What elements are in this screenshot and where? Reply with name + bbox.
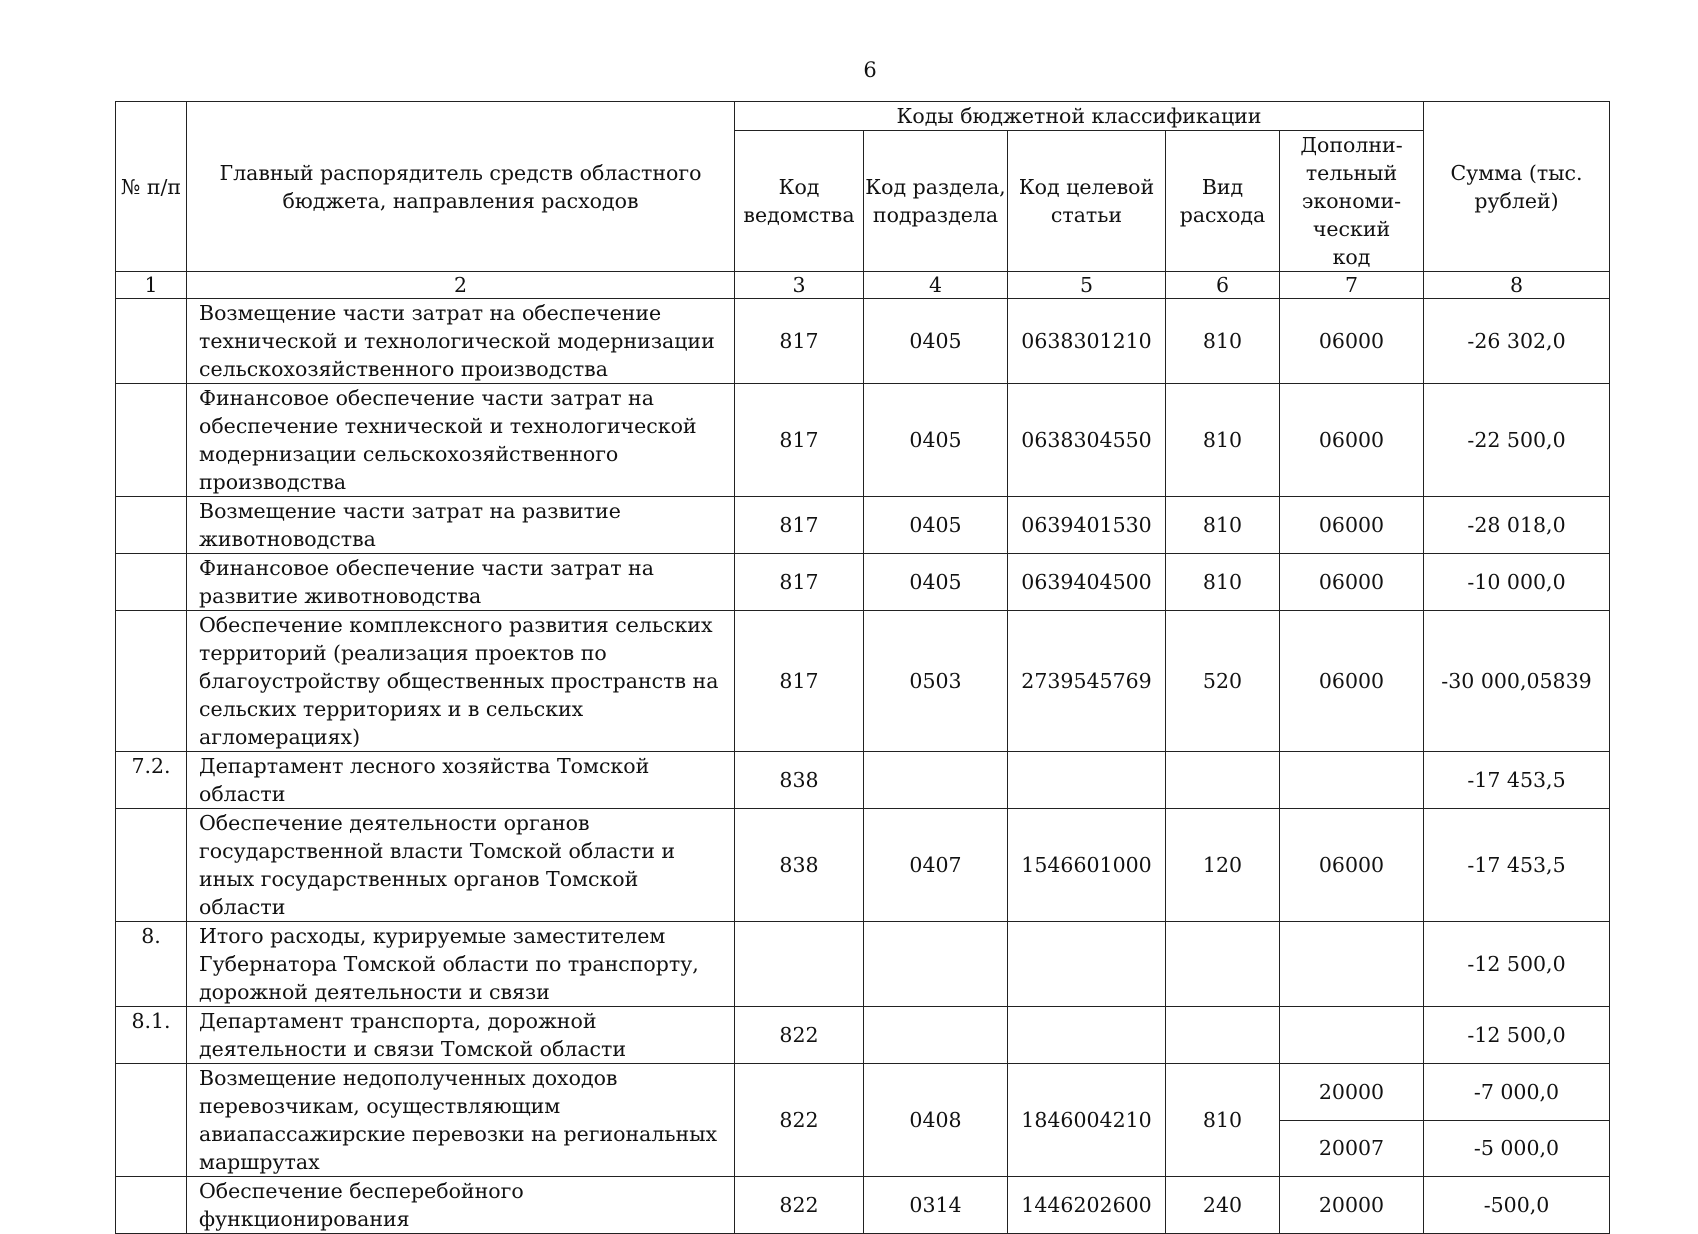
row-target-code — [1008, 752, 1166, 809]
row-sum: -22 500,0 — [1424, 384, 1610, 497]
row-no: 8.1. — [116, 1007, 187, 1064]
row-target-code: 1546601000 — [1008, 809, 1166, 922]
row-section-code: 0405 — [864, 299, 1008, 384]
row-name: Возмещение части затрат на обеспечение технической и технологической модернизации сельскохозяйственного производства — [187, 299, 735, 384]
row-expense-type — [1166, 752, 1280, 809]
row-sum: -12 500,0 — [1424, 1007, 1610, 1064]
row-section-code: 0407 — [864, 809, 1008, 922]
row-name: Возмещение части затрат на развитие животноводства — [187, 497, 735, 554]
row-name: Финансовое обеспечение части затрат на обеспечение технической и технологической модернизации сельскохозяйственного производства — [187, 384, 735, 497]
header-expense-type: Вид расхода — [1166, 131, 1280, 272]
row-dept-code: 838 — [735, 809, 864, 922]
row-name: Обеспечение бесперебойного функционирования — [187, 1177, 735, 1234]
row-no — [116, 554, 187, 611]
row-sum: -28 018,0 — [1424, 497, 1610, 554]
column-number-row — [116, 272, 1610, 299]
row-target-code — [1008, 922, 1166, 1007]
row-sum: -17 453,5 — [1424, 809, 1610, 922]
table-row — [116, 299, 1610, 384]
page-number: 6 — [863, 58, 877, 82]
table-row — [116, 1177, 1610, 1234]
header-name: Главный распорядитель средств областного бюджета, направления расходов — [187, 102, 735, 272]
row-no — [116, 1177, 187, 1234]
row-dept-code: 822 — [735, 1177, 864, 1234]
column-number: 1 — [116, 272, 187, 299]
column-number: 5 — [1008, 272, 1166, 299]
row-no — [116, 611, 187, 752]
row-no: 8. — [116, 922, 187, 1007]
row-sum: -26 302,0 — [1424, 299, 1610, 384]
row-dept-code: 838 — [735, 752, 864, 809]
row-name: Финансовое обеспечение части затрат на развитие животноводства — [187, 554, 735, 611]
row-extra-code: 20000 — [1280, 1064, 1424, 1121]
row-sum: -30 000,05839 — [1424, 611, 1610, 752]
row-extra-code: 20007 — [1280, 1120, 1424, 1177]
table-row — [116, 809, 1610, 922]
row-section-code — [864, 1007, 1008, 1064]
column-number: 7 — [1280, 272, 1424, 299]
row-section-code: 0314 — [864, 1177, 1008, 1234]
row-no — [116, 299, 187, 384]
row-target-code: 0639401530 — [1008, 497, 1166, 554]
row-expense-type: 810 — [1166, 384, 1280, 497]
column-number: 3 — [735, 272, 864, 299]
budget-table — [115, 101, 1610, 1234]
header-sum: Сумма (тыс. рублей) — [1424, 102, 1610, 272]
row-no — [116, 1064, 187, 1177]
table-row — [116, 1064, 1610, 1121]
row-no — [116, 809, 187, 922]
row-extra-code: 06000 — [1280, 497, 1424, 554]
row-dept-code — [735, 922, 864, 1007]
row-name: Обеспечение комплексного развития сельских территорий (реализация проектов по благоустройству общественных пространств на сельских территориях и в сельских агломерациях) — [187, 611, 735, 752]
table-row — [116, 1007, 1610, 1064]
row-target-code: 1846004210 — [1008, 1064, 1166, 1177]
row-target-code: 2739545769 — [1008, 611, 1166, 752]
row-sum: -5 000,0 — [1424, 1120, 1610, 1177]
column-number: 6 — [1166, 272, 1280, 299]
row-expense-type — [1166, 922, 1280, 1007]
row-expense-type: 810 — [1166, 299, 1280, 384]
header-extra-code: Дополни-тельный экономи-ческий код — [1280, 131, 1424, 272]
table-row — [116, 384, 1610, 497]
row-dept-code: 822 — [735, 1064, 864, 1177]
table-row — [116, 922, 1610, 1007]
row-extra-code: 06000 — [1280, 299, 1424, 384]
row-extra-code: 20000 — [1280, 1177, 1424, 1234]
row-extra-code — [1280, 1007, 1424, 1064]
row-name: Итого расходы, курируемые заместителем Губернатора Томской области по транспорту, дорожной деятельности и связи — [187, 922, 735, 1007]
column-number: 4 — [864, 272, 1008, 299]
row-name: Департамент лесного хозяйства Томской области — [187, 752, 735, 809]
row-expense-type: 810 — [1166, 554, 1280, 611]
table-row — [116, 497, 1610, 554]
row-name: Департамент транспорта, дорожной деятельности и связи Томской области — [187, 1007, 735, 1064]
row-section-code: 0405 — [864, 384, 1008, 497]
row-extra-code: 06000 — [1280, 809, 1424, 922]
row-section-code: 0503 — [864, 611, 1008, 752]
row-target-code — [1008, 1007, 1166, 1064]
table-row — [116, 554, 1610, 611]
row-sum: -10 000,0 — [1424, 554, 1610, 611]
table-row — [116, 611, 1610, 752]
row-name: Возмещение недополученных доходов перевозчикам, осуществляющим авиапассажирские перевозки на региональных маршрутах — [187, 1064, 735, 1177]
row-extra-code — [1280, 752, 1424, 809]
row-extra-code — [1280, 922, 1424, 1007]
row-sum: -500,0 — [1424, 1177, 1610, 1234]
header-section-code: Код раздела, подраздела — [864, 131, 1008, 272]
row-no — [116, 384, 187, 497]
column-number: 8 — [1424, 272, 1610, 299]
row-target-code: 0638301210 — [1008, 299, 1166, 384]
row-dept-code: 817 — [735, 299, 864, 384]
row-sum: -17 453,5 — [1424, 752, 1610, 809]
row-no: 7.2. — [116, 752, 187, 809]
row-expense-type — [1166, 1007, 1280, 1064]
row-target-code: 1446202600 — [1008, 1177, 1166, 1234]
row-target-code: 0638304550 — [1008, 384, 1166, 497]
row-sum: -12 500,0 — [1424, 922, 1610, 1007]
row-extra-code: 06000 — [1280, 554, 1424, 611]
row-section-code — [864, 752, 1008, 809]
header-dept-code: Код ведомства — [735, 131, 864, 272]
row-section-code — [864, 922, 1008, 1007]
row-no — [116, 497, 187, 554]
row-dept-code: 822 — [735, 1007, 864, 1064]
row-expense-type: 810 — [1166, 1064, 1280, 1177]
row-expense-type: 240 — [1166, 1177, 1280, 1234]
row-section-code: 0405 — [864, 554, 1008, 611]
row-section-code: 0405 — [864, 497, 1008, 554]
row-sum: -7 000,0 — [1424, 1064, 1610, 1121]
row-name: Обеспечение деятельности органов государственной власти Томской области и иных государственных органов Томской области — [187, 809, 735, 922]
header-no: № п/п — [116, 102, 187, 272]
row-dept-code: 817 — [735, 611, 864, 752]
header-codes-group: Коды бюджетной классификации — [735, 102, 1424, 131]
row-dept-code: 817 — [735, 497, 864, 554]
row-extra-code: 06000 — [1280, 384, 1424, 497]
row-extra-code: 06000 — [1280, 611, 1424, 752]
row-dept-code: 817 — [735, 554, 864, 611]
row-expense-type: 120 — [1166, 809, 1280, 922]
header-target-code: Код целевой статьи — [1008, 131, 1166, 272]
column-number: 2 — [187, 272, 735, 299]
row-expense-type: 810 — [1166, 497, 1280, 554]
row-target-code: 0639404500 — [1008, 554, 1166, 611]
table-row — [116, 752, 1610, 809]
row-section-code: 0408 — [864, 1064, 1008, 1177]
row-dept-code: 817 — [735, 384, 864, 497]
row-expense-type: 520 — [1166, 611, 1280, 752]
